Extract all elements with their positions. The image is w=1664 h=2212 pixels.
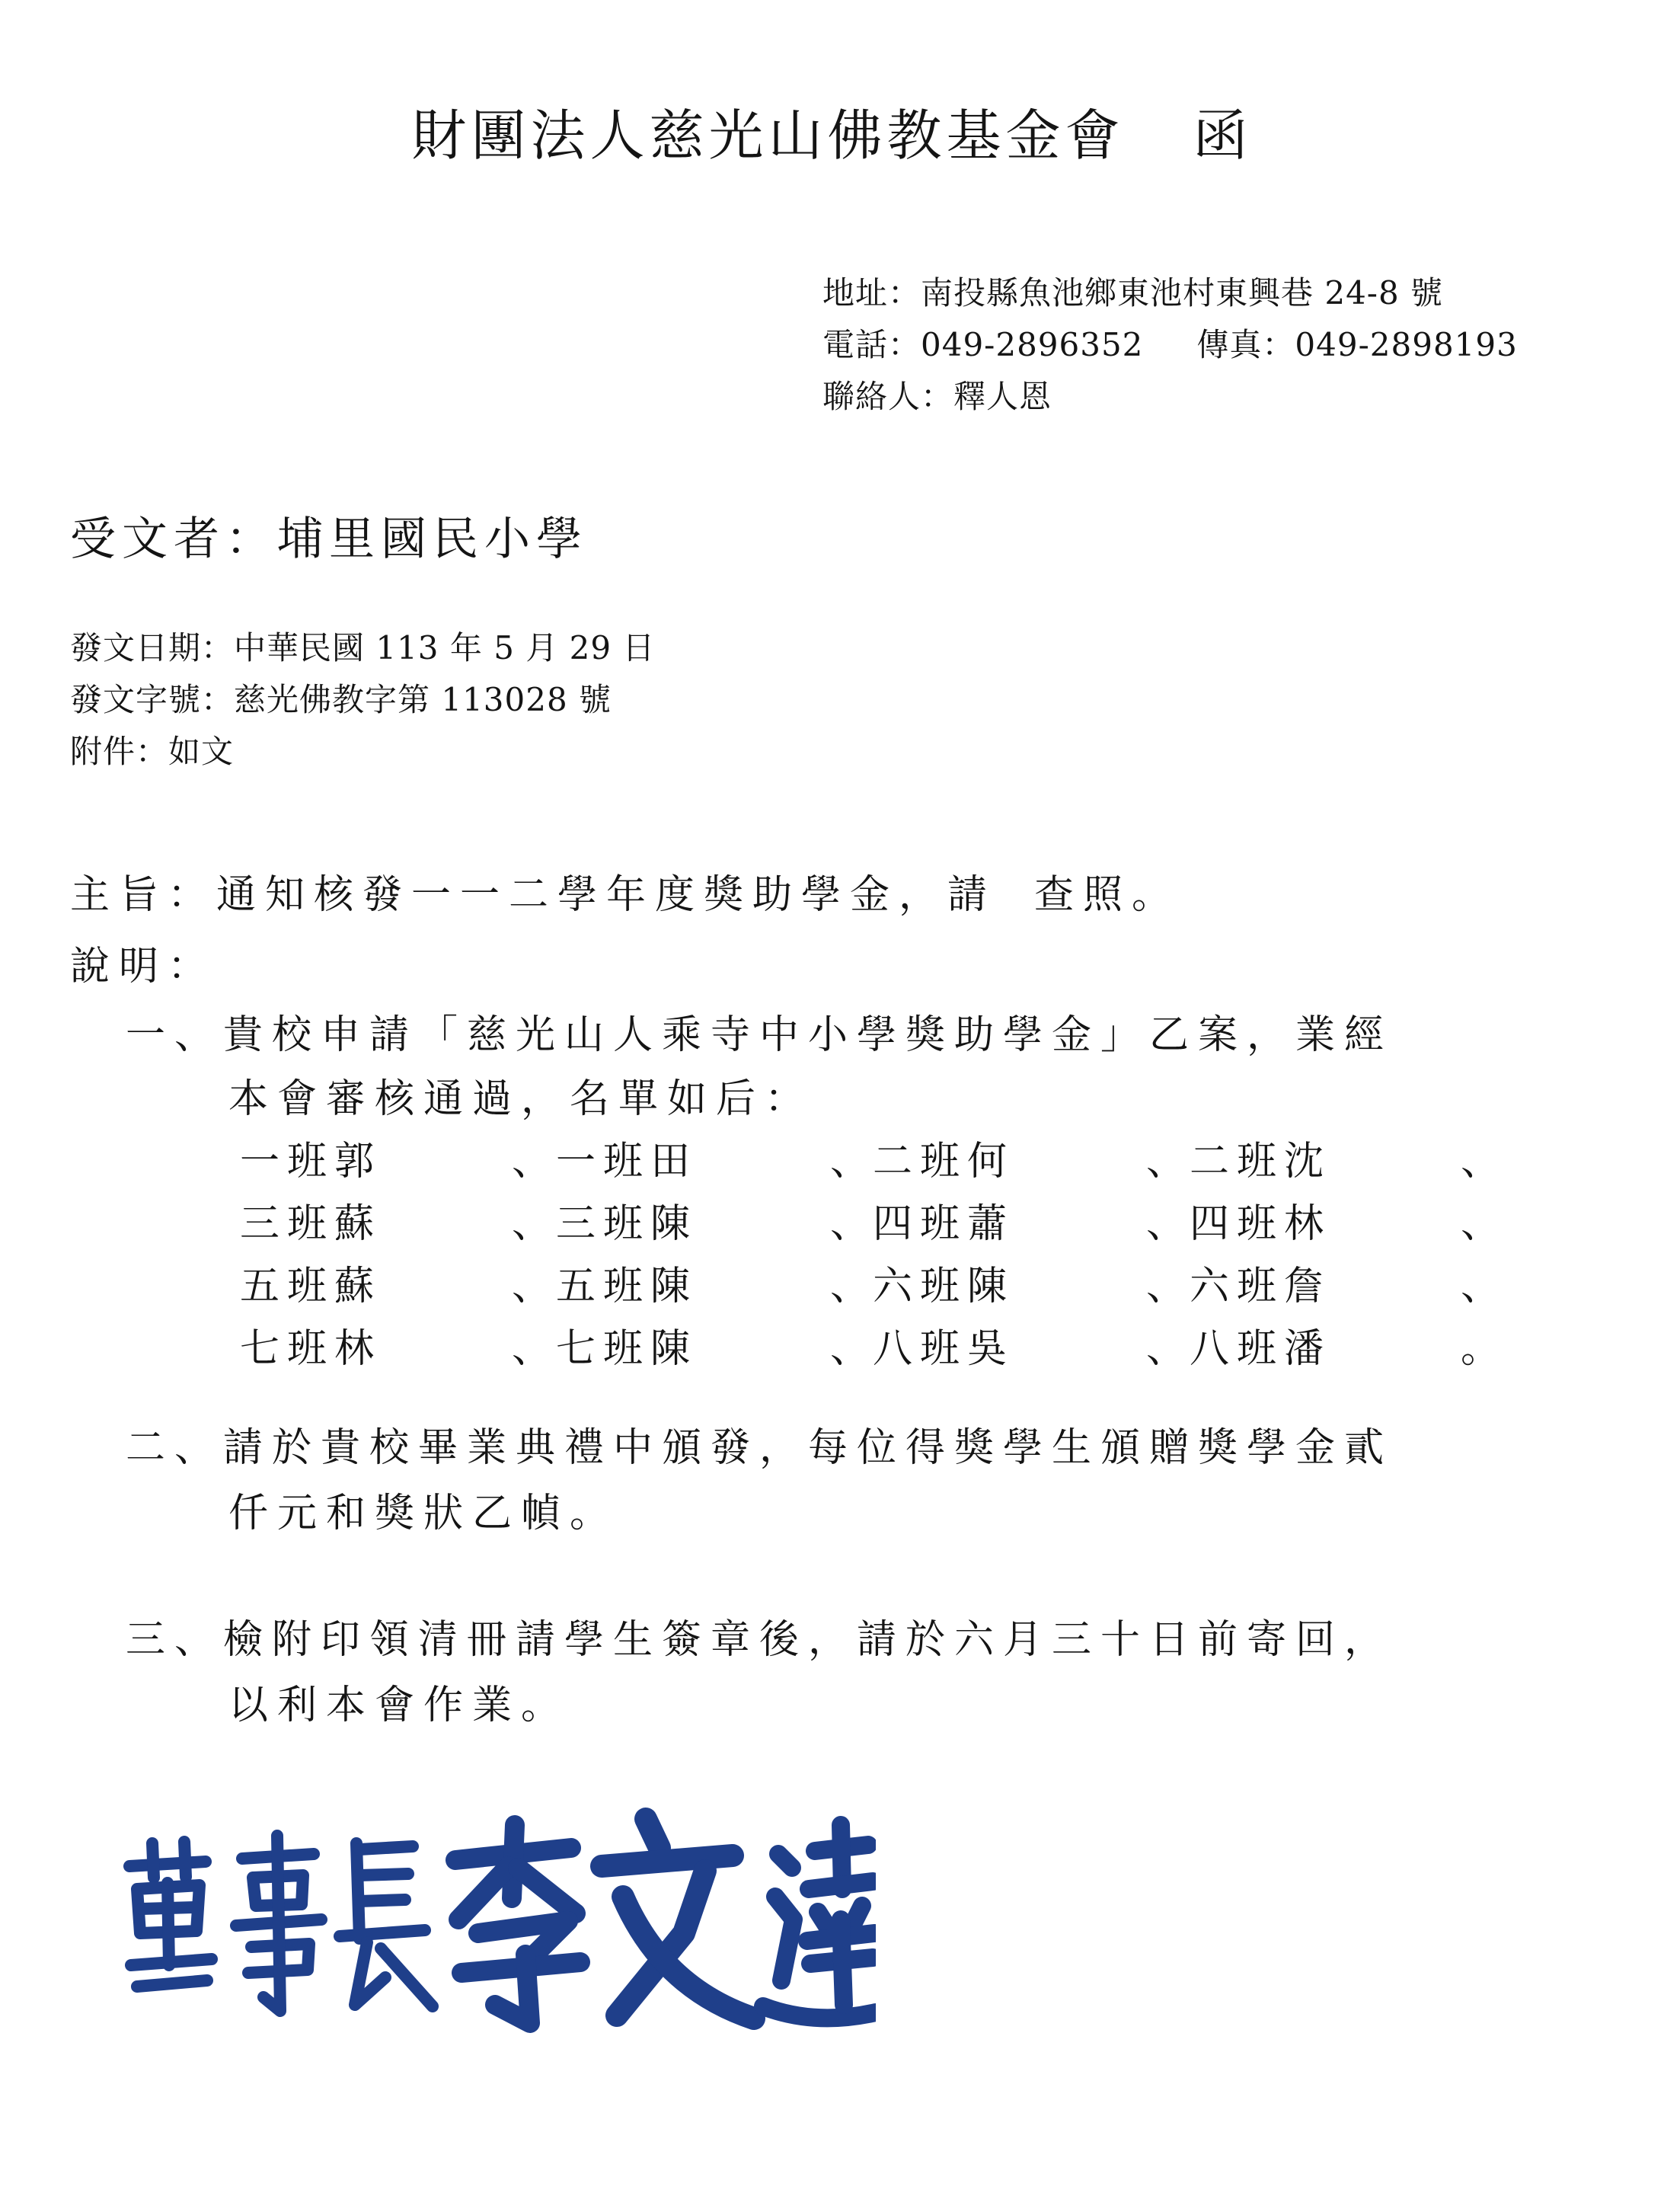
name-separator: 、	[1146, 1264, 1187, 1309]
issue-date: 發文日期：中華民國 113 年 5 月 29 日	[70, 629, 656, 666]
subject-tail: 查照。	[1034, 872, 1181, 918]
document-number: 發文字號：慈光佛教字第 113028 號	[70, 681, 612, 718]
awardee-name: 四班林	[1190, 1201, 1332, 1247]
item2-line2: 仟元和獎狀乙幀。	[228, 1491, 619, 1536]
awardee-name: 六班陳	[873, 1264, 1015, 1309]
name-separator: 。	[1461, 1326, 1501, 1372]
name-separator: 、	[1461, 1139, 1501, 1184]
sender-fax: 傳真：049-2898193	[1196, 326, 1518, 363]
organization-name: 財團法人慈光山佛教基金會	[411, 104, 1125, 168]
name-separator: 、	[830, 1326, 870, 1372]
name-separator: 、	[1146, 1326, 1187, 1372]
name-separator: 、	[830, 1139, 870, 1184]
name-separator: 、	[830, 1264, 870, 1309]
sender-address: 地址：南投縣魚池鄉東池村東興巷 24-8 號	[822, 274, 1444, 312]
awardee-name: 二班何	[873, 1139, 1015, 1184]
name-separator: 、	[830, 1201, 870, 1247]
description-heading: 說明：	[70, 944, 217, 989]
attachment: 附件：如文	[70, 733, 235, 770]
name-separator: 、	[512, 1326, 552, 1372]
awardee-name: 六班詹	[1190, 1264, 1332, 1309]
name-separator: 、	[1461, 1201, 1501, 1247]
name-separator: 、	[512, 1264, 552, 1309]
item3-line1: 三、檢附印領清冊請學生簽章後，請於六月三十日前寄回，	[126, 1617, 1394, 1663]
awardee-name: 一班郭	[240, 1139, 382, 1184]
awardee-name: 五班蘇	[240, 1264, 382, 1309]
sender-contact: 聯絡人：釋人恩	[822, 378, 1052, 415]
name-separator: 、	[1461, 1264, 1501, 1309]
awardee-name: 二班沈	[1190, 1139, 1332, 1184]
subject-line	[70, 862, 1180, 919]
name-separator: 、	[512, 1139, 552, 1184]
letter-title	[0, 91, 1664, 171]
awardee-name: 八班吳	[873, 1326, 1015, 1372]
awardee-name: 七班林	[240, 1326, 382, 1372]
sender-phone-line	[822, 320, 1518, 366]
awardee-name: 八班潘	[1190, 1326, 1332, 1372]
awardee-name: 五班陳	[556, 1264, 698, 1309]
item2-line1: 二、請於貴校畢業典禮中頒發，每位得獎學生頒贈獎學金貳	[126, 1425, 1394, 1471]
awardee-name: 三班蘇	[240, 1201, 382, 1247]
recipient: 受文者：埔里國民小學	[70, 513, 588, 566]
item1-line2: 本會審核通過，名單如后：	[228, 1076, 814, 1122]
name-separator: 、	[1146, 1201, 1187, 1247]
name-separator: 、	[512, 1201, 552, 1247]
signature-brush-icon	[114, 1805, 876, 2034]
item1-line1: 一、貴校申請「慈光山人乘寺中小學獎助學金」乙案，業經	[126, 1012, 1394, 1058]
awardee-name: 七班陳	[556, 1326, 698, 1372]
awardee-name: 一班田	[556, 1139, 698, 1184]
awardee-name: 三班陳	[556, 1201, 698, 1247]
name-separator: 、	[1146, 1139, 1187, 1184]
sender-phone: 電話：049-2896352	[822, 326, 1144, 363]
chairman-signature	[114, 1805, 876, 2034]
awardee-name: 四班蕭	[873, 1201, 1015, 1247]
document-type: 函	[1193, 104, 1253, 168]
subject-text: 主旨：通知核發一一二學年度獎助學金，請	[70, 872, 997, 918]
item3-line2: 以利本會作業。	[228, 1683, 570, 1728]
